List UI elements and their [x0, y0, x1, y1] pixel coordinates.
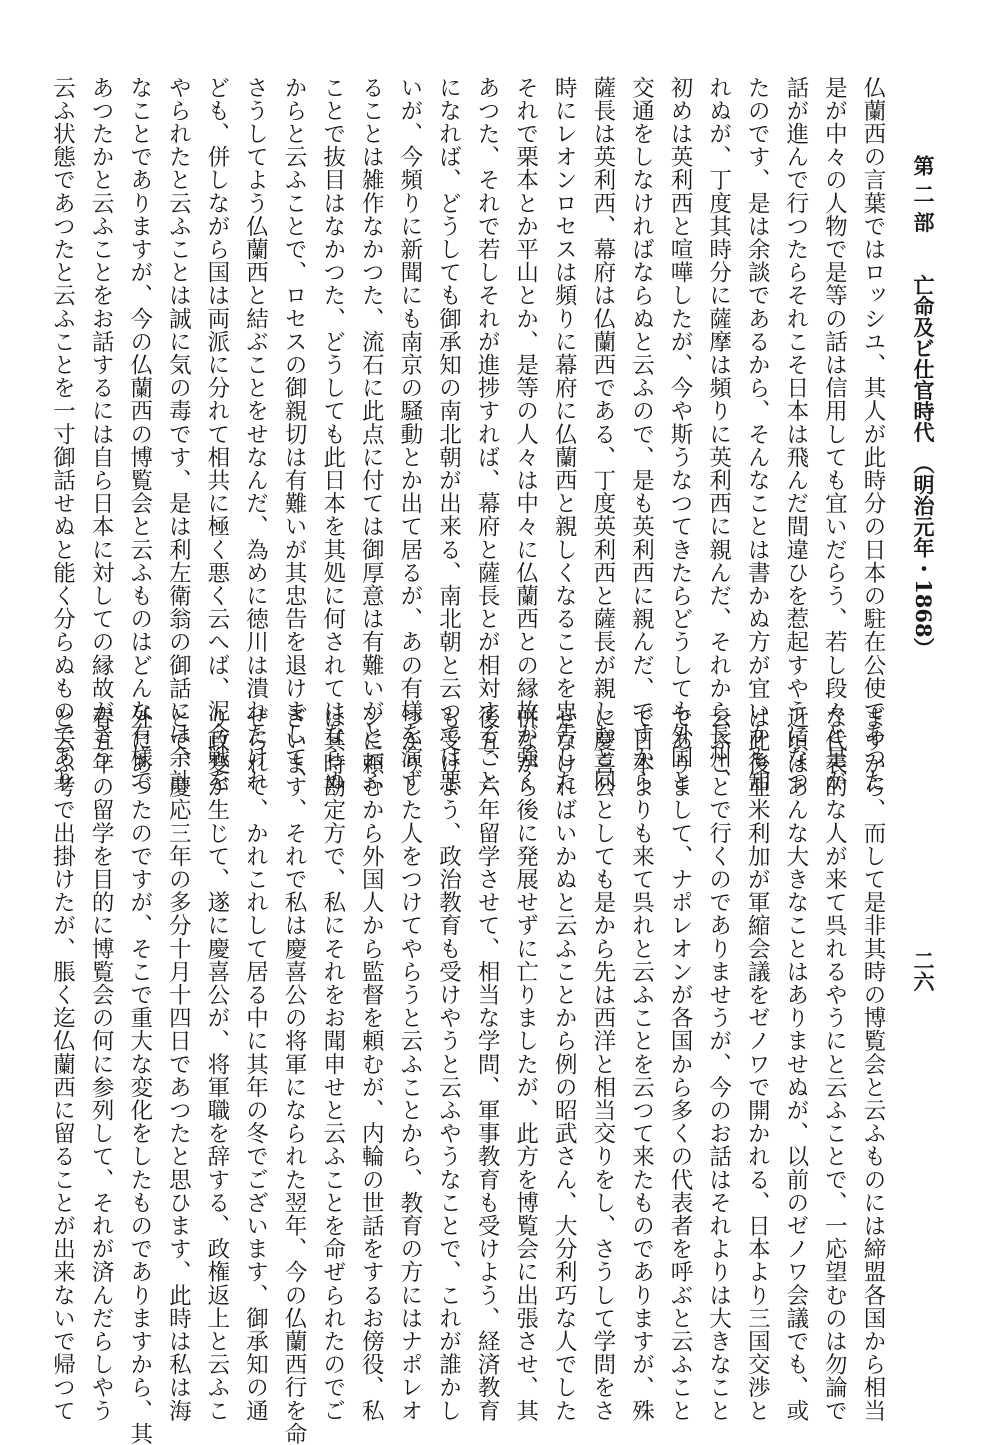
text-line: なことでありますが、今の仏蘭西の博覧会と云ふものはどんな有様で: [126, 76, 153, 793]
text-line: ことで抜目はなかつた、どうしても此日本を其処に何されてはならぬ: [319, 76, 346, 793]
running-header: [908, 155, 938, 675]
text-line: ぜられて、かれこれして居る中に其年の冬でございます、御承知の通: [242, 706, 269, 1423]
text-line: 外にあつたのですが、そこで重大な変化をしたものでありますから、其: [126, 706, 153, 1445]
text-line: 春五年の留学を目的に博覧会の何に参列して、それが済んだらしやう: [88, 706, 115, 1423]
text-line: に慶喜公としても是から先は西洋と相当交りをし、さうして学問をさ: [589, 706, 616, 1423]
text-line: な代表的な人が来て呉れるやうにと云ふことで、一応望むのは勿論で: [821, 706, 848, 1423]
text-line: せなければいかぬと云ふことから例の昭武さん、大分利巧な人でした: [551, 706, 578, 1423]
text-line: 云ふことで行くのでありませうが、今のお話はそれよりは大きなこと: [705, 706, 732, 1423]
text-line: いが、今頻りに新聞にも南京の騒動とか出て居るが、あの有様を演ず: [396, 76, 423, 793]
text-line: になれば、どうしても御承知の南北朝が出来る、南北朝と云つては悪: [435, 76, 462, 793]
header-era: （明治元年・1868）: [911, 463, 936, 659]
text-line: とで、慶応三年の多分十月十四日であつたと思ひます、此時は私は海: [165, 706, 192, 1423]
text-line: さうしてよう仏蘭西と結ぶことをせなんだ、為めに徳川は潰れたけれ: [242, 76, 269, 793]
text-line: やられたと云ふことは誠に気の毒です、是は利左衛翁の御話には余計: [165, 76, 192, 793]
text-line: り政変が生じて、遂に慶喜公が、将軍職を辞する、政権返上と云ふこ: [203, 706, 230, 1423]
text-line: つかりした人をつけてやらうと云ふことから、教育の方にはナポレオ: [396, 706, 423, 1423]
text-line: あつたかと云ふことをお話するには自ら日本に対しての縁故がさう: [88, 76, 115, 769]
text-line: 薩長は英利西、幕府は仏蘭西である、丁度英利西と薩長が親しむと同: [589, 76, 616, 793]
text-line: ンに頼むから外国人から監督を頼むが、内輪の世話をするお傍役、私: [358, 706, 385, 1423]
text-line: それで栗本とか平山とか、是等の人々は中々に仏蘭西との縁故が強く: [512, 76, 539, 793]
text-line: 近頃はあんな大きなことはありませぬが、以前のゼノワ会議でも、或: [782, 706, 809, 1423]
text-line: 仏蘭西の言葉ではロッシユ、其人が此時分の日本の駐在公使であつた: [860, 76, 886, 793]
text-line: 云ふ状態であつたと云ふことを一寸御話せぬと能く分らぬものであり: [49, 76, 76, 793]
text-line: あつた、それで若しそれが進捗すれば、幕府と薩長とが相対すること: [474, 76, 501, 793]
text-line: でありまして、ナポレオンが各国から多くの代表者を呼ぶと云ふこと: [667, 706, 694, 1423]
header-chapter: 亡命及ビ仕官時代: [911, 274, 936, 443]
text-line: 是が中々の人物で是等の話は信用しても宜いだらう、若し段々と是が: [821, 76, 848, 793]
text-line: からと云ふことで、ロセスの御親切は有難いが其忠告を退けまして、: [281, 76, 308, 793]
page-number: 二六: [911, 950, 936, 992]
text-line: 話が進んで行つたらそれこそ日本は飛んだ間違ひを惹起すやうになつ: [782, 76, 809, 793]
text-line: と云ふ考で出掛けたが、脹く迄仏蘭西に留ることが出来ないで帰つて: [49, 706, 76, 1423]
text-line: も受けよう、政治教育も受けやうと云ふやうなことで、これが誰かし: [435, 706, 462, 1423]
text-line: ることは雑作なかつた、流石に此点に付ては御厚意は有難いがと云ふ: [358, 76, 385, 793]
text-line: は其時勘定方で、私にそれをお聞申せと云ふことを命ぜられたのでご: [319, 706, 346, 1423]
text-line: たのです、是は余談であるから、そんなことは書かぬ方が宜いかも知: [744, 76, 771, 793]
text-line: 交通をしなければならぬと云ふので、是も英利西に親んだ、ですから: [628, 76, 655, 793]
text-line: ますから、而して是非其時の博覧会と云ふものには締盟各国から相当: [860, 706, 886, 1423]
text-block-bottom: [49, 706, 892, 1445]
text-line: 時にレオンロセスは頻りに幕府に仏蘭西と親しくなることを忠告した: [551, 76, 578, 793]
text-line: ざいます、それで私は慶喜公の将軍になられた翌年、今の仏蘭西行を命: [281, 706, 308, 1445]
text-line: は此後亜米利加が軍縮会議をゼノワで開かれる、日本より三国交渉と: [744, 706, 771, 1423]
text-line: で日本よりも来て呉れと云ふことを云つて来たものでありますが、殊: [628, 706, 655, 1423]
text-block-top: [49, 76, 892, 793]
header-part: 第 二 部: [911, 155, 936, 233]
text-line: 後五、六年留学させて、相当な学問、軍事教育も受けよう、経済教育: [474, 706, 501, 1423]
text-line: 初めは英利西と喧嘩したが、今や斯うなつてきたらどうしても外国と: [667, 76, 694, 793]
text-line: れぬが、丁度其時分に薩摩は頻りに英利西に親んだ、それから長州、: [705, 76, 732, 793]
text-line: 併ながら後に発展せずに亡りましたが、此方を博覧会に出張させ、其: [512, 706, 539, 1423]
text-line: ども、併しながら国は両派に分れて相共に極く悪く云へば、泥合戦を: [203, 76, 230, 793]
